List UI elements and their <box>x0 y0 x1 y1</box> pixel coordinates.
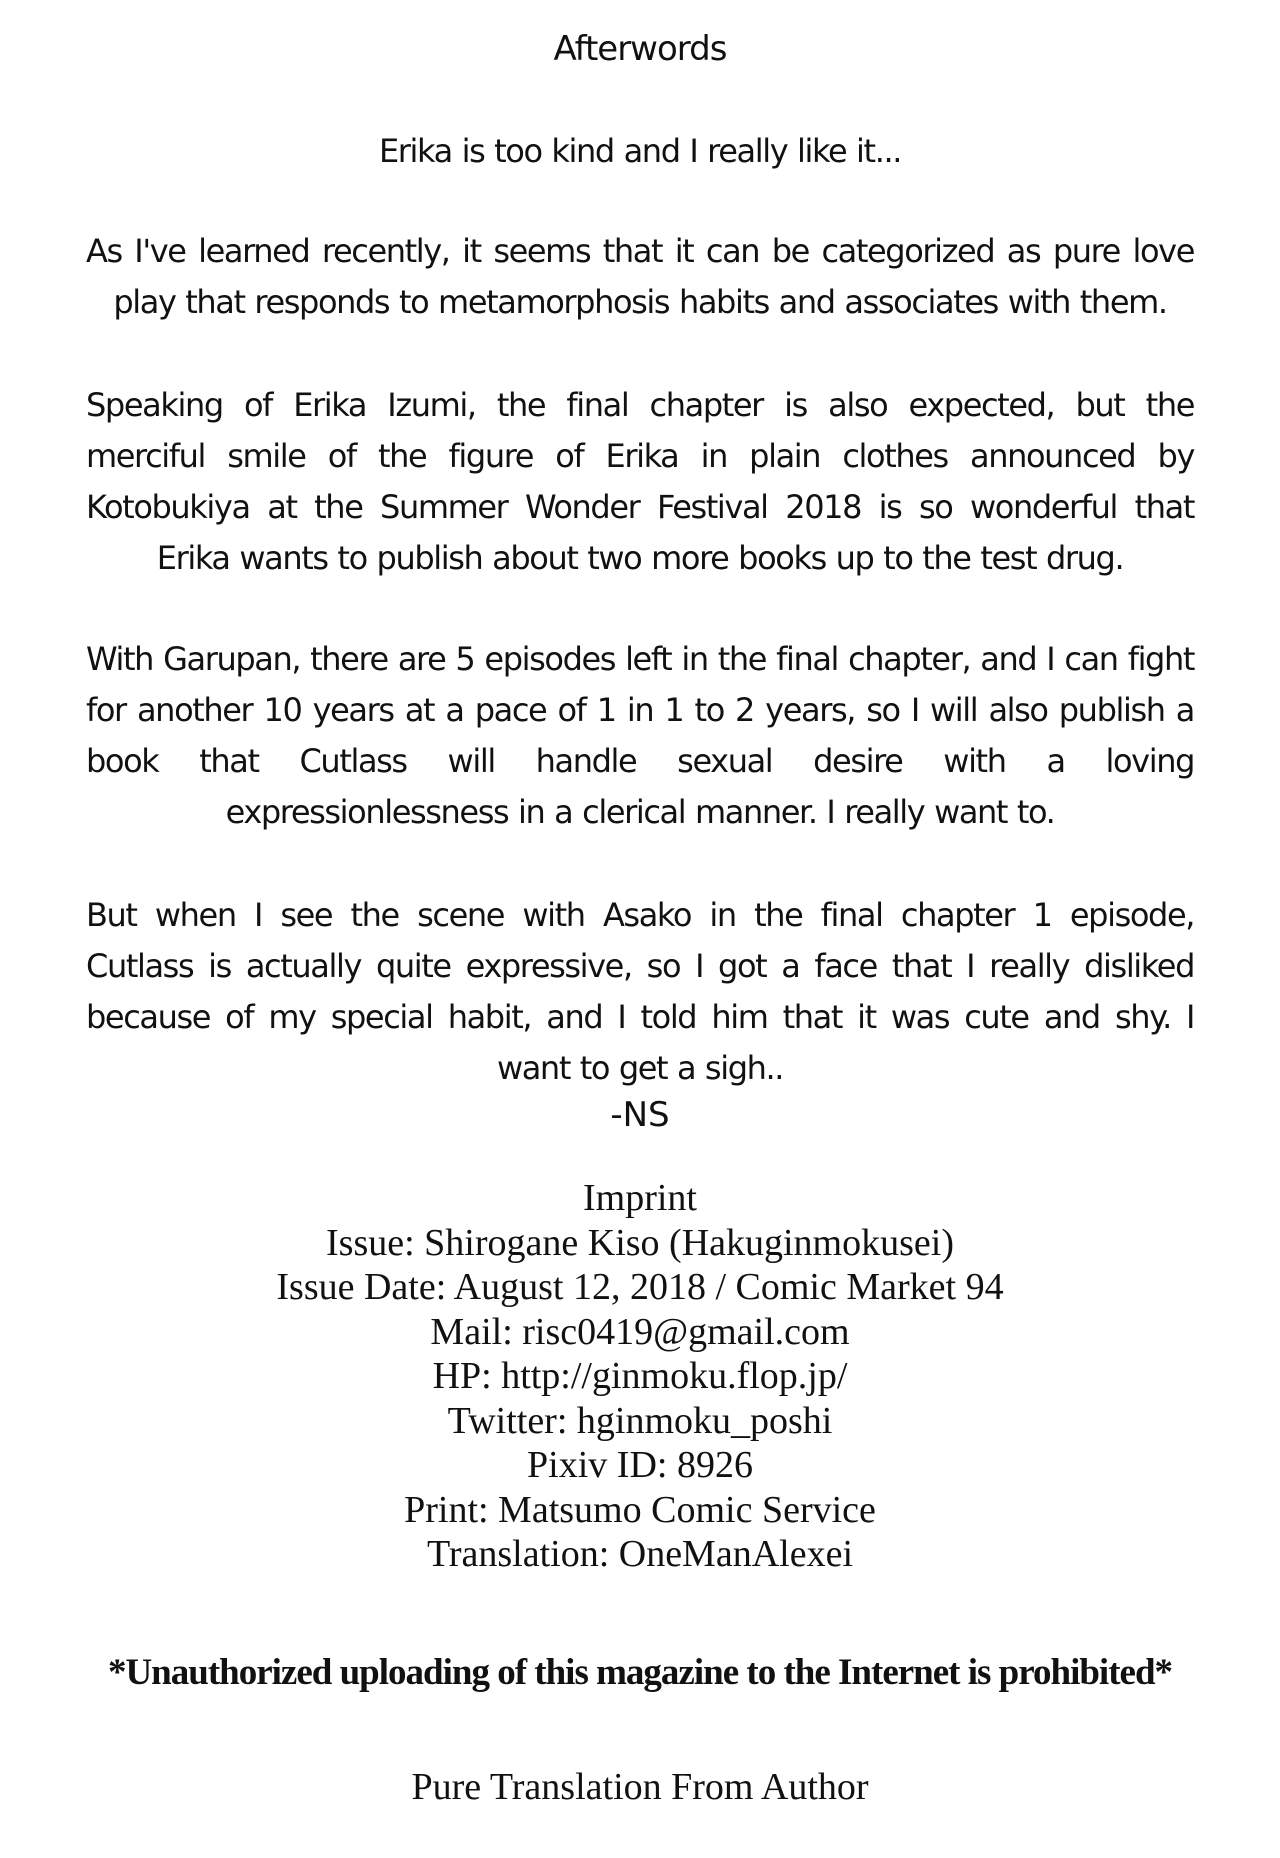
author-signature: -NS <box>610 1095 670 1135</box>
afterwords-paragraph-5: But when I see the scene with Asako in the final chapter 1 episode, Cutlass is actually quite expressive, so I got a face that I really disliked because of my special habit, and I told him that it was cute and shy. I want to get a sigh.. <box>86 896 1194 1087</box>
afterwords-paragraph-1: Erika is too kind and I really like it... <box>378 132 902 170</box>
imprint-issue: Issue: Shirogane Kiso (Hakuginmokusei) <box>326 1221 954 1264</box>
imprint-block <box>0 1176 1280 1577</box>
translation-credit: Pure Translation From Author <box>411 1766 869 1808</box>
afterwords-paragraph-4: With Garupan, there are 5 episodes left in the final chapter, and I can fight for another 10 years at a pace of 1 in 1 to 2 years, so I will also publish a book that Cutlass will handle sexual desire with a loving expressionlessness in a clerical manner. I really want to. <box>86 640 1194 831</box>
imprint-heading: Imprint <box>583 1177 697 1219</box>
imprint-pixiv-id: Pixiv ID: 8926 <box>527 1444 753 1486</box>
imprint-mail: Mail: risc0419@gmail.com <box>430 1310 850 1353</box>
imprint-issue-date: Issue Date: August 12, 2018 / Comic Market 94 <box>276 1266 1004 1308</box>
imprint-homepage: HP: http://ginmoku.flop.jp/ <box>432 1355 848 1397</box>
afterwords-title: Afterwords <box>553 29 727 69</box>
afterwords-paragraph-2: As I've learned recently, it seems that it can be categorized as pure love play that responds to metamorphosis habits and associates with them. <box>86 232 1194 321</box>
upload-warning: *Unauthorized uploading of this magazine to the Internet is prohibited* <box>107 1652 1173 1693</box>
imprint-print: Print: Matsumo Comic Service <box>404 1488 876 1531</box>
imprint-twitter: Twitter: hginmoku_poshi <box>447 1399 833 1442</box>
afterwords-paragraph-3: Speaking of Erika Izumi, the final chapter is also expected, but the merciful smile of the figure of Erika in plain clothes announced by Kotobukiya at the Summer Wonder Festival 2018 is so wonderful that Erika wants to publish about two more books up to the test drug. <box>86 386 1194 577</box>
imprint-translation: Translation: OneManAlexei <box>426 1533 854 1575</box>
